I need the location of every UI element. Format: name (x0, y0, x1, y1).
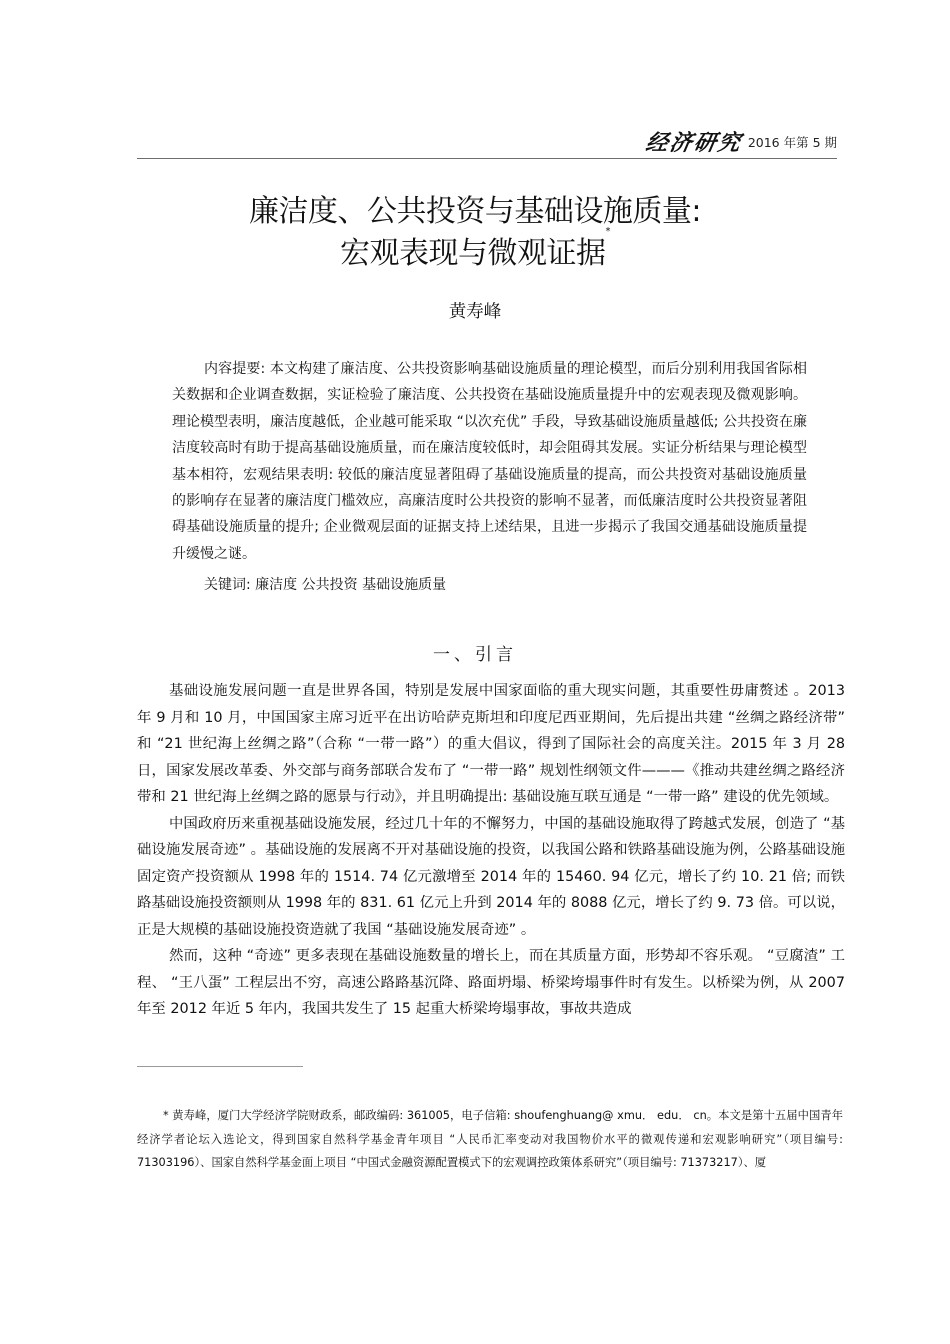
running-header (137, 128, 837, 159)
journal-logo: 经济研究 (643, 130, 745, 156)
article-title-line-1: 廉洁度、公共投资与基础设施质量: (248, 194, 702, 229)
article-subtitle: 宏观表现与微观证据 (340, 236, 606, 271)
section-body (137, 678, 845, 1023)
footnote-divider (137, 1066, 303, 1067)
issue-label: 2016 年第 5 期 (747, 135, 837, 150)
body-paragraph: 然而，这种 “奇迹” 更多表现在基础设施数量的增长上，而在其质量方面，形势却不容乐观。 “豆腐渣” 工程、 “王八蛋” 工程层出不穷，高速公路路基沉降、路面坍塌、桥梁垮塌事件时有发生。以桥梁为例，从 2007 年至 2012 年近 5 年内，我国共发生了 15 起重大桥梁垮塌事故，事故共造成 (137, 948, 845, 1017)
section-heading-introduction: 一、引言 (433, 645, 517, 665)
body-paragraph: 中国政府历来重视基础设施发展，经过几十年的不懈努力，中国的基础设施取得了跨越式发展，创造了 “基础设施发展奇迹” 。基础设施的发展离不开对基础设施的投资，以我国公路和铁路基础设施为例，公路基础设施固定资产投资额从 1998 年的 1514. 74 亿元激增至 2014 年的 15460. 94 亿元，增长了约 10. 21 倍; 而铁路基础设施投资额则从 1998 年的 831. 61 亿元上升到 2014 年的 8088 亿元，增长了约 9. 73 倍。可以说，正是大规模的基础设施投资造就了我国 “基础设施发展奇迹” 。 (137, 815, 845, 938)
body-paragraph: 基础设施发展问题一直是世界各国，特别是发展中国家面临的重大现实问题，其重要性毋庸赘述 。2013 年 9 月和 10 月，中国国家主席习近平在出访哈萨克斯坦和印度尼西亚期间，先后提出共建 “丝绸之路经济带” 和 “21 世纪海上丝绸之路”（合称 “一带一路”）的重大倡议，得到了国际社会的高度关注。2015 年 3 月 28 日，国家发展改革委、外交部与商务部联合发布了 “一带一路” 规划性纲领文件———《推动共建丝绸之路经济带和 21 世纪海上丝绸之路的愿景与行动》，并且明确提出: 基础设施互联互通是 “一带一路” 建设的优先领域。 (137, 683, 845, 805)
header-right (643, 128, 837, 158)
article-title-line-2 (0, 228, 950, 272)
keywords: 关键词: 廉洁度 公共投资 基础设施质量 (204, 577, 447, 593)
author-name: 黄寿峰 (448, 302, 502, 322)
title-footnote-marker[interactable]: * (605, 226, 610, 237)
footnote: * 黄寿峰，厦门大学经济学院财政系，邮政编码: 361005，电子信箱: shoufenghuang@ xmu． edu． cn。本文是第十五届中国青年经济学者论坛入选论文，得到国家自然科学基金青年项目 “人民币汇率变动对我国物价水平的微观传递和宏观影响研究”（项目编号: 71303196）、国家自然科学基金面上项目 “中国式金融资源配置模式下的宏观调控政策体系研究”（项目编号: 71373217）、厦 (137, 1109, 843, 1170)
abstract: 内容提要: 本文构建了廉洁度、公共投资影响基础设施质量的理论模型，而后分别利用我国省际相关数据和企业调查数据，实证检验了廉洁度、公共投资在基础设施质量提升中的宏观表现及微观影响。理论模型表明，廉洁度越低，企业越可能采取 “以次充优” 手段，导致基础设施质量越低; 公共投资在廉洁度较高时有助于提高基础设施质量，而在廉洁度较低时，却会阻碍其发展。实证分析结果与理论模型基本相符，宏观结果表明: 较低的廉洁度显著阻碍了基础设施质量的提高，而公共投资对基础设施质量的影响存在显著的廉洁度门槛效应，高廉洁度时公共投资的影响不显著，而低廉洁度时公共投资显著阻碍基础设施质量的提升; 企业微观层面的证据支持上述结果，且进一步揭示了我国交通基础设施质量提升缓慢之谜。 (172, 361, 807, 562)
